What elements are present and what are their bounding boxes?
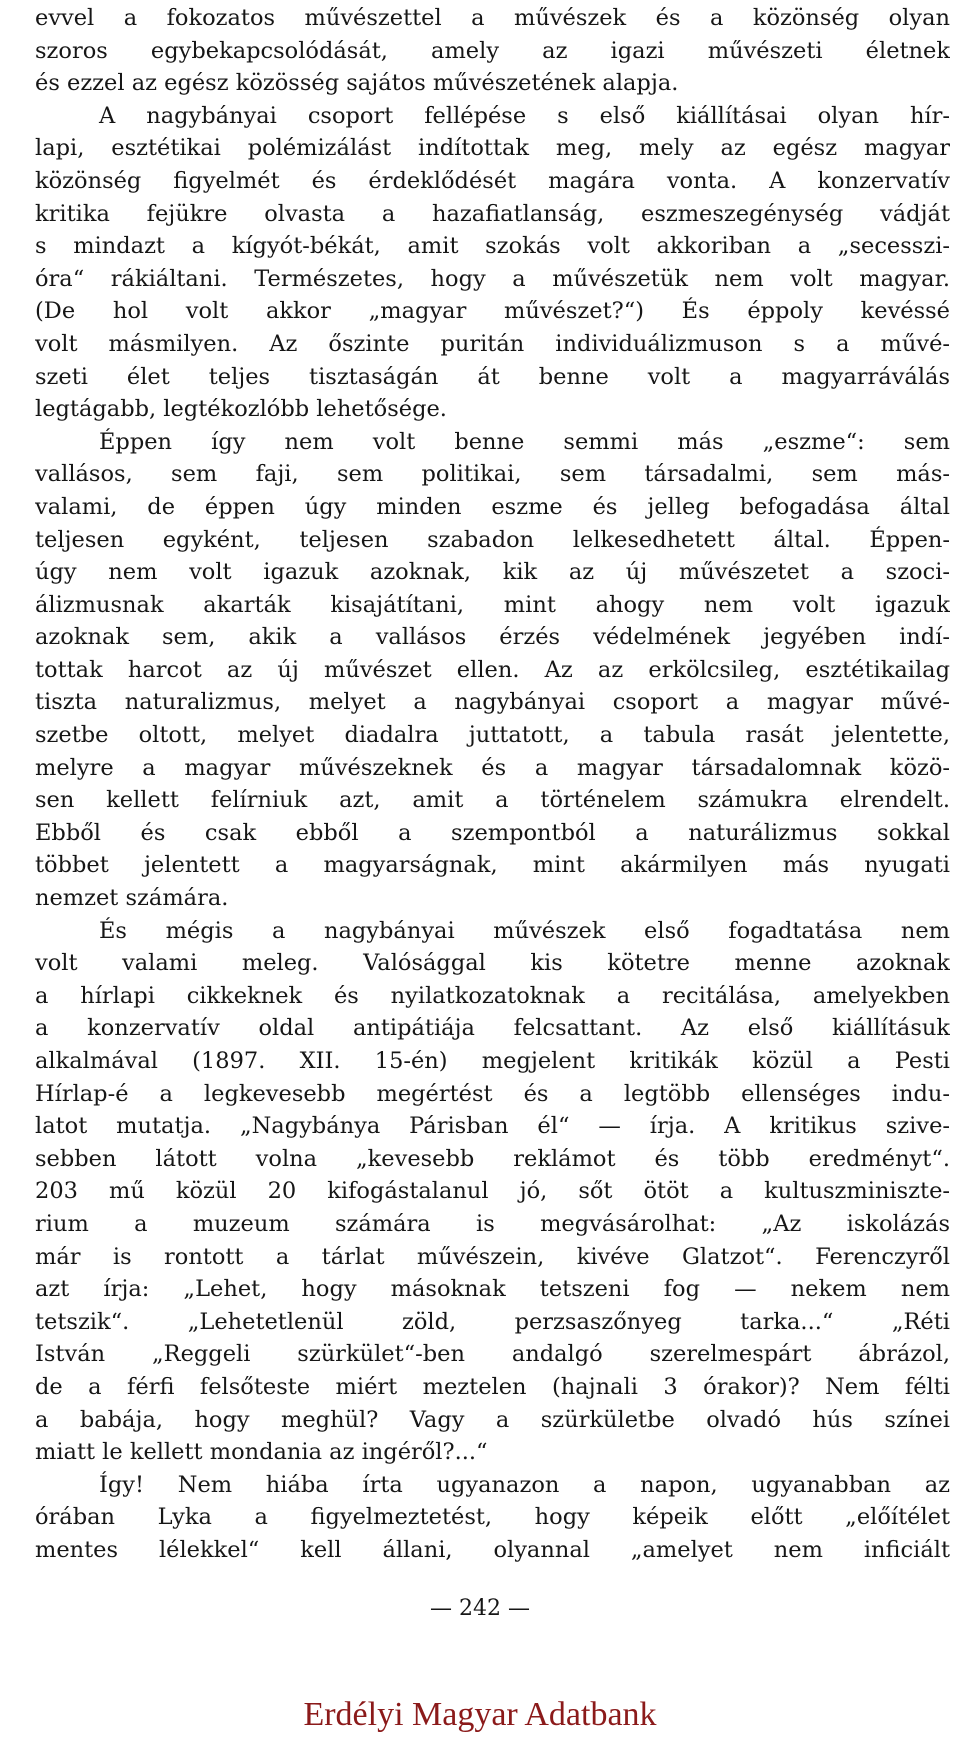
- text-line: István „Reggeli szürkület“-ben andalgó szerelmespárt ábrázol,: [35, 1341, 950, 1368]
- text-line: álizmusnak akarták kisajátítani, mint ahogy nem volt igazuk: [35, 591, 950, 618]
- text-line: vallásos, sem faji, sem politikai, sem társadalmi, sem más-: [35, 461, 950, 488]
- text-line: lapi, esztétikai polémizálást indítottak meg, mely az egész magyar: [35, 135, 950, 162]
- text-line: kritika fejükre olvasta a hazafiatlanság, eszmeszegénység vádját: [35, 200, 950, 227]
- text-line: alkalmával (1897. XII. 15-én) megjelent kritikák közül a Pesti: [35, 1048, 950, 1074]
- text-line: többet jelentett a magyarságnak, mint akármilyen más nyugati: [35, 852, 950, 879]
- page-number: — 242 —: [430, 1596, 530, 1621]
- text-line: 203 mű közül 20 kifogástalanul jó, sőt ötöt a kultuszminiszte-: [35, 1178, 950, 1205]
- text-line: mentes lélekkel“ kell állani, olyannal „amelyet nem inficiált: [35, 1536, 950, 1563]
- text-line: rium a muzeum számára is megvásárolhat: „Az iskolázás: [35, 1210, 950, 1237]
- text-line: miatt le kellett mondania az ingéről?...“: [35, 1439, 488, 1466]
- watermark: Erdélyi Magyar Adatbank: [303, 1696, 657, 1733]
- text-line: És mégis a nagybányai művészek első fogadtatása nem: [99, 917, 950, 944]
- text-line: (De hol volt akkor „magyar művészet?“) És éppoly kevéssé: [35, 298, 950, 325]
- text-line: sebben látott volna „kevesebb reklámot és több eredményt“.: [35, 1145, 950, 1172]
- text-line: azt írja: „Lehet, hogy másoknak tetszeni fog — nekem nem: [35, 1276, 950, 1303]
- text-line: evvel a fokozatos művészettel a művészek és a közönség olyan: [35, 5, 950, 31]
- text-line: melyre a magyar művészeknek és a magyar társadalomnak közö-: [35, 754, 950, 781]
- text-line: közönség figyelmét és érdeklődését magára vonta. A konzervatív: [35, 167, 950, 194]
- text-line: Hírlap-é a legkevesebb megértést és a legtöbb ellenséges indu-: [35, 1080, 950, 1107]
- text-line: szeti élet teljes tisztaságán át benne volt a magyarráválás: [35, 363, 950, 390]
- text-line: tiszta naturalizmus, melyet a nagybányai csoport a magyar művé-: [35, 689, 950, 716]
- text-line: a babája, hogy meghül? Vagy a szürkületbe olvadó hús színei: [35, 1406, 950, 1433]
- text-line: volt valami meleg. Valósággal kis kötetre menne azoknak: [35, 950, 950, 977]
- text-line: s mindazt a kígyót-békát, amit szokás volt akkoriban a „secesszi-: [35, 233, 950, 260]
- text-line: szoros egybekapcsolódását, amely az igazi művészeti életnek: [35, 37, 950, 64]
- text-line: már is rontott a tárlat művészein, kivéve Glatzot“. Ferenczyről: [35, 1243, 950, 1270]
- text-line: tottak harcot az új művészet ellen. Az az erkölcsileg, esztétikailag: [35, 656, 950, 683]
- text-line: és ezzel az egész közösség sajátos művészetének alapja.: [35, 70, 679, 97]
- text-line: nemzet számára.: [35, 885, 229, 912]
- text-line: teljesen egyként, teljesen szabadon lelkesedhetett által. Éppen-: [35, 526, 950, 553]
- text-line: a konzervatív oldal antipátiája felcsattant. Az első kiállításuk: [35, 1015, 950, 1042]
- text-line: szetbe oltott, melyet diadalra juttatott, a tabula rasát jelentette,: [35, 722, 950, 749]
- text-line: volt másmilyen. Az őszinte puritán individuálizmuson s a művé-: [35, 330, 950, 357]
- text-line: Ebből és csak ebből a szempontból a naturálizmus sokkal: [35, 819, 950, 846]
- text-line: de a férfi felsőteste miért meztelen (hajnali 3 órakor)? Nem félti: [35, 1373, 950, 1400]
- text-line: a hírlapi cikkeknek és nyilatkozatoknak a recitálása, amelyekben: [35, 982, 950, 1009]
- text-line: tetszik“. „Lehetetlenül zöld, perzsaszőnyeg tarka...“ „Réti: [35, 1308, 950, 1335]
- text-line: óra“ rákiáltani. Természetes, hogy a művészetük nem volt magyar.: [35, 265, 950, 292]
- text-line: Így! Nem hiába írta ugyanazon a napon, ugyanabban az: [99, 1471, 950, 1498]
- text-line: Éppen így nem volt benne semmi más „eszme“: sem: [99, 428, 950, 455]
- text-line: A nagybányai csoport fellépése s első kiállításai olyan hír-: [99, 102, 950, 129]
- text-line: valami, de éppen úgy minden eszme és jelleg befogadása által: [35, 493, 950, 520]
- text-line: sen kellett felírniuk azt, amit a történelem számukra elrendelt.: [35, 787, 950, 814]
- text-line: azoknak sem, akik a vallásos érzés védelmének jegyében indí-: [35, 624, 950, 651]
- page-body: [35, 0, 950, 1567]
- text-line: legtágabb, legtékozlóbb lehetősége.: [35, 396, 447, 423]
- text-line: órában Lyka a figyelmeztetést, hogy képeik előtt „előítélet: [35, 1504, 950, 1531]
- text-line: úgy nem volt igazuk azoknak, kik az új művészetet a szoci-: [35, 559, 950, 586]
- text-line: latot mutatja. „Nagybánya Párisban él“ — írja. A kritikus szive-: [35, 1113, 950, 1140]
